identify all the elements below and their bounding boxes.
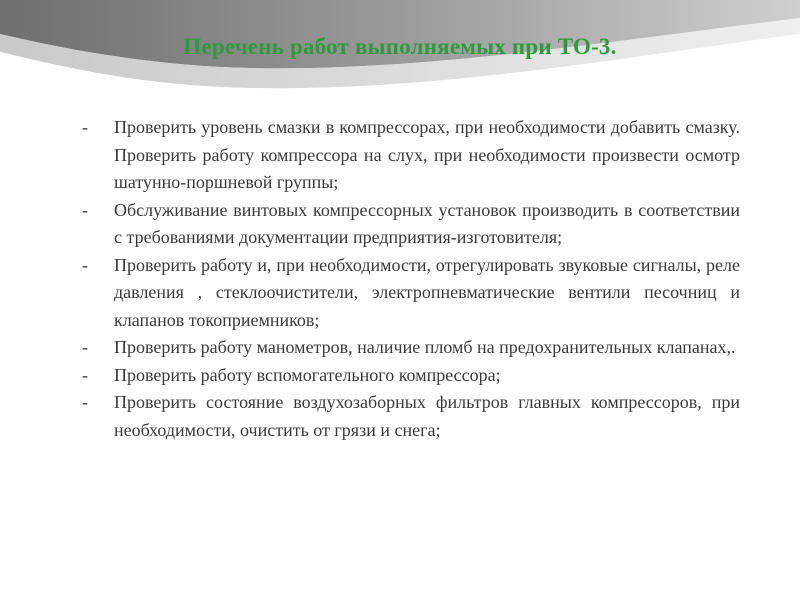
list-item-text: Проверить состояние воздухозаборных фильтров главных компрессоров, при необходимости, очистить от грязи и снега;: [114, 392, 740, 440]
list-item: [80, 197, 740, 252]
list-item-text: Проверить работу манометров, наличие пломб на предохранительных клапанах,.: [114, 337, 736, 357]
list-item: [80, 334, 740, 362]
list-item: [80, 389, 740, 444]
list-item: [80, 114, 740, 197]
bullet-dash: -: [82, 364, 88, 385]
slide-title: Перечень работ выполняемых при ТО-3.: [183, 34, 617, 59]
list-item: [80, 252, 740, 335]
bullet-dash: -: [82, 254, 88, 275]
decorative-swoosh-header: [0, 0, 800, 120]
bullet-dash: -: [82, 117, 88, 137]
work-list: [80, 114, 740, 444]
list-item-text: Проверить работу вспомогательного компрессора;: [114, 364, 501, 385]
list-item-text: Обслуживание винтовых компрессорных установок производить в соответствии с требованиями документации предприятия-изготовителя;: [114, 199, 740, 247]
bullet-dash: -: [82, 199, 88, 220]
bullet-dash: -: [82, 337, 88, 357]
list-item-text: Проверить уровень смазки в компрессорах, при необходимости добавить смазку. Проверить работу компрессора на слух, при необходимости произвести осмотр шатунно-поршневой группы;: [114, 117, 740, 192]
list-item: [80, 362, 740, 390]
bullet-dash: -: [82, 392, 88, 412]
list-item-text: Проверить работу и, при необходимости, отрегулировать звуковые сигналы, реле давления , стеклоочистители, электропневматические вентили песочниц и клапанов токоприемников;: [114, 254, 740, 330]
